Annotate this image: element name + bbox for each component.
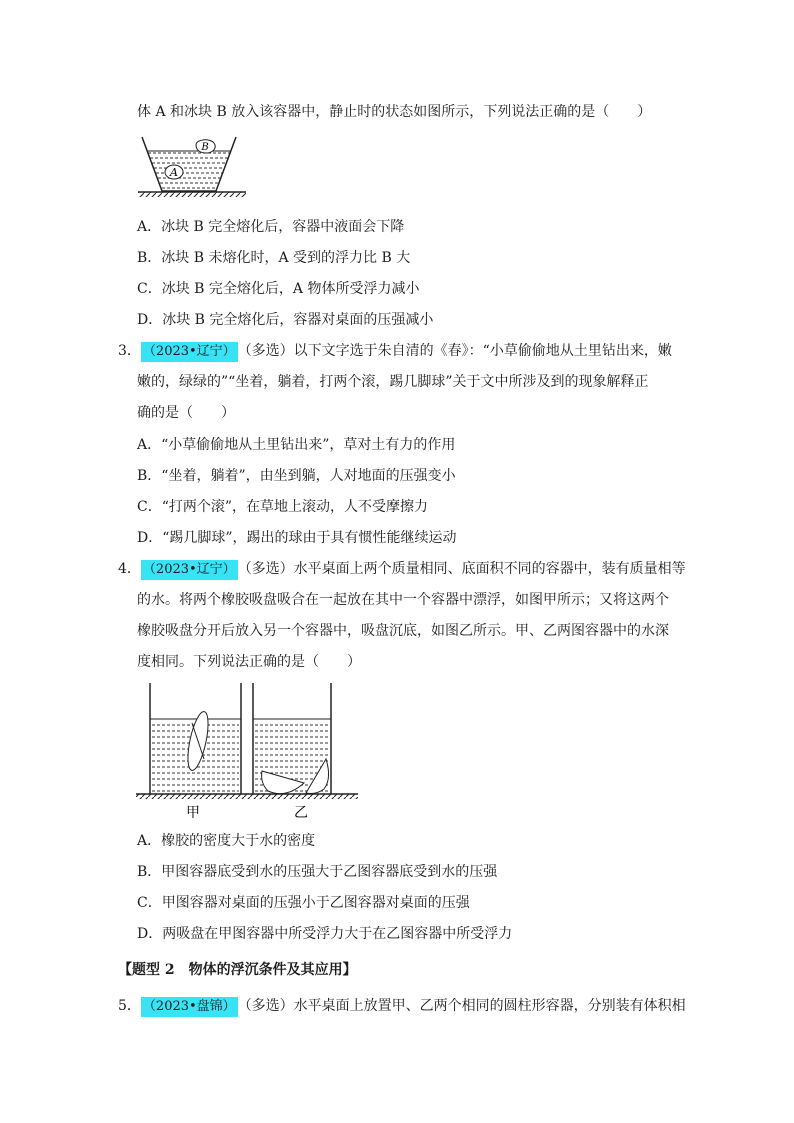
- figure-label-yi: 乙: [294, 805, 308, 821]
- q2-stem-tail: 体 A 和冰块 B 放入该容器中，静止时的状态如图所示，下列说法正确的是（ ）: [137, 104, 652, 120]
- q2-option-b: B．冰块 B 未熔化时，A 受到的浮力比 B 大: [137, 250, 411, 266]
- q3-line-3: 确的是（ ）: [137, 405, 235, 421]
- q4-text-1: （多选）水平桌面上两个质量相同、底面积不同的容器中，装有质量相等: [237, 561, 686, 577]
- q3-line-1: [118, 341, 672, 362]
- q4-source-badge: （2023•辽宁）: [141, 560, 238, 580]
- q4-line-3: 橡胶吸盘分开后放入另一个容器中，吸盘沉底，如图乙所示。甲、乙两图容器中的水深: [137, 623, 669, 639]
- q2-option-c: C．冰块 B 完全熔化后，A 物体所受浮力减小: [137, 281, 420, 297]
- q4-option-a: A．橡胶的密度大于水的密度: [137, 833, 316, 849]
- section-heading: 【题型 2 物体的浮沉条件及其应用】: [118, 962, 357, 978]
- q4-figure: [136, 683, 360, 823]
- q2-option-a: A．冰块 B 完全熔化后，容器中液面会下降: [137, 219, 405, 235]
- ice-block-b-label: B: [201, 142, 209, 153]
- q3-option-d: D．“踢几脚球”，踢出的球由于具有惯性能继续运动: [137, 530, 457, 546]
- q5-source-badge: （2023•盘锦）: [141, 997, 238, 1017]
- q5-number: 5．: [118, 998, 141, 1014]
- q5-text-1: （多选）水平桌面上放置甲、乙两个相同的圆柱形容器，分别装有体积相: [237, 998, 686, 1014]
- q2-option-d: D．冰块 B 完全熔化后，容器对桌面的压强减小: [137, 312, 434, 328]
- q4-option-d: D．两吸盘在甲图容器中所受浮力大于在乙图容器中所受浮力: [137, 926, 513, 942]
- q4-line-2: 的水。将两个橡胶吸盘吸合在一起放在其中一个容器中漂浮，如图甲所示；又将这两个: [137, 592, 669, 608]
- q5-line-1: [118, 996, 686, 1017]
- q4-option-c: C．甲图容器对桌面的压强小于乙图容器对桌面的压强: [137, 895, 470, 911]
- figure-label-jia: 甲: [186, 805, 200, 821]
- q3-source-badge: （2023•辽宁）: [141, 342, 238, 362]
- separated-suction-cups: [262, 759, 329, 794]
- q3-number: 3．: [118, 343, 141, 359]
- q3-option-a: A．“小草偷偷地从土里钻出来”，草对土有力的作用: [137, 437, 456, 453]
- q3-text-1: （多选）以下文字选于朱自清的《春》：“小草偷偷地从土里钻出来，嫩: [237, 343, 672, 359]
- q3-option-b: B．“坐着，躺着”，由坐到躺，人对地面的压强变小: [137, 468, 456, 484]
- q4-number: 4．: [118, 561, 141, 577]
- object-a-label: A: [170, 166, 178, 179]
- q3-line-2: 嫩的，绿绿的”“坐着，躺着，打两个滚，踢几脚球”关于文中所涉及到的现象解释正: [137, 374, 649, 390]
- q4-line-1: [118, 559, 686, 580]
- q2-figure: [138, 133, 248, 197]
- q3-option-c: C．“打两个滚”，在草地上滚动，人不受摩擦力: [137, 499, 429, 515]
- q4-option-b: B．甲图容器底受到水的压强大于乙图容器底受到水的压强: [137, 864, 498, 880]
- q4-line-4: 度相同。下列说法正确的是（ ）: [137, 654, 361, 670]
